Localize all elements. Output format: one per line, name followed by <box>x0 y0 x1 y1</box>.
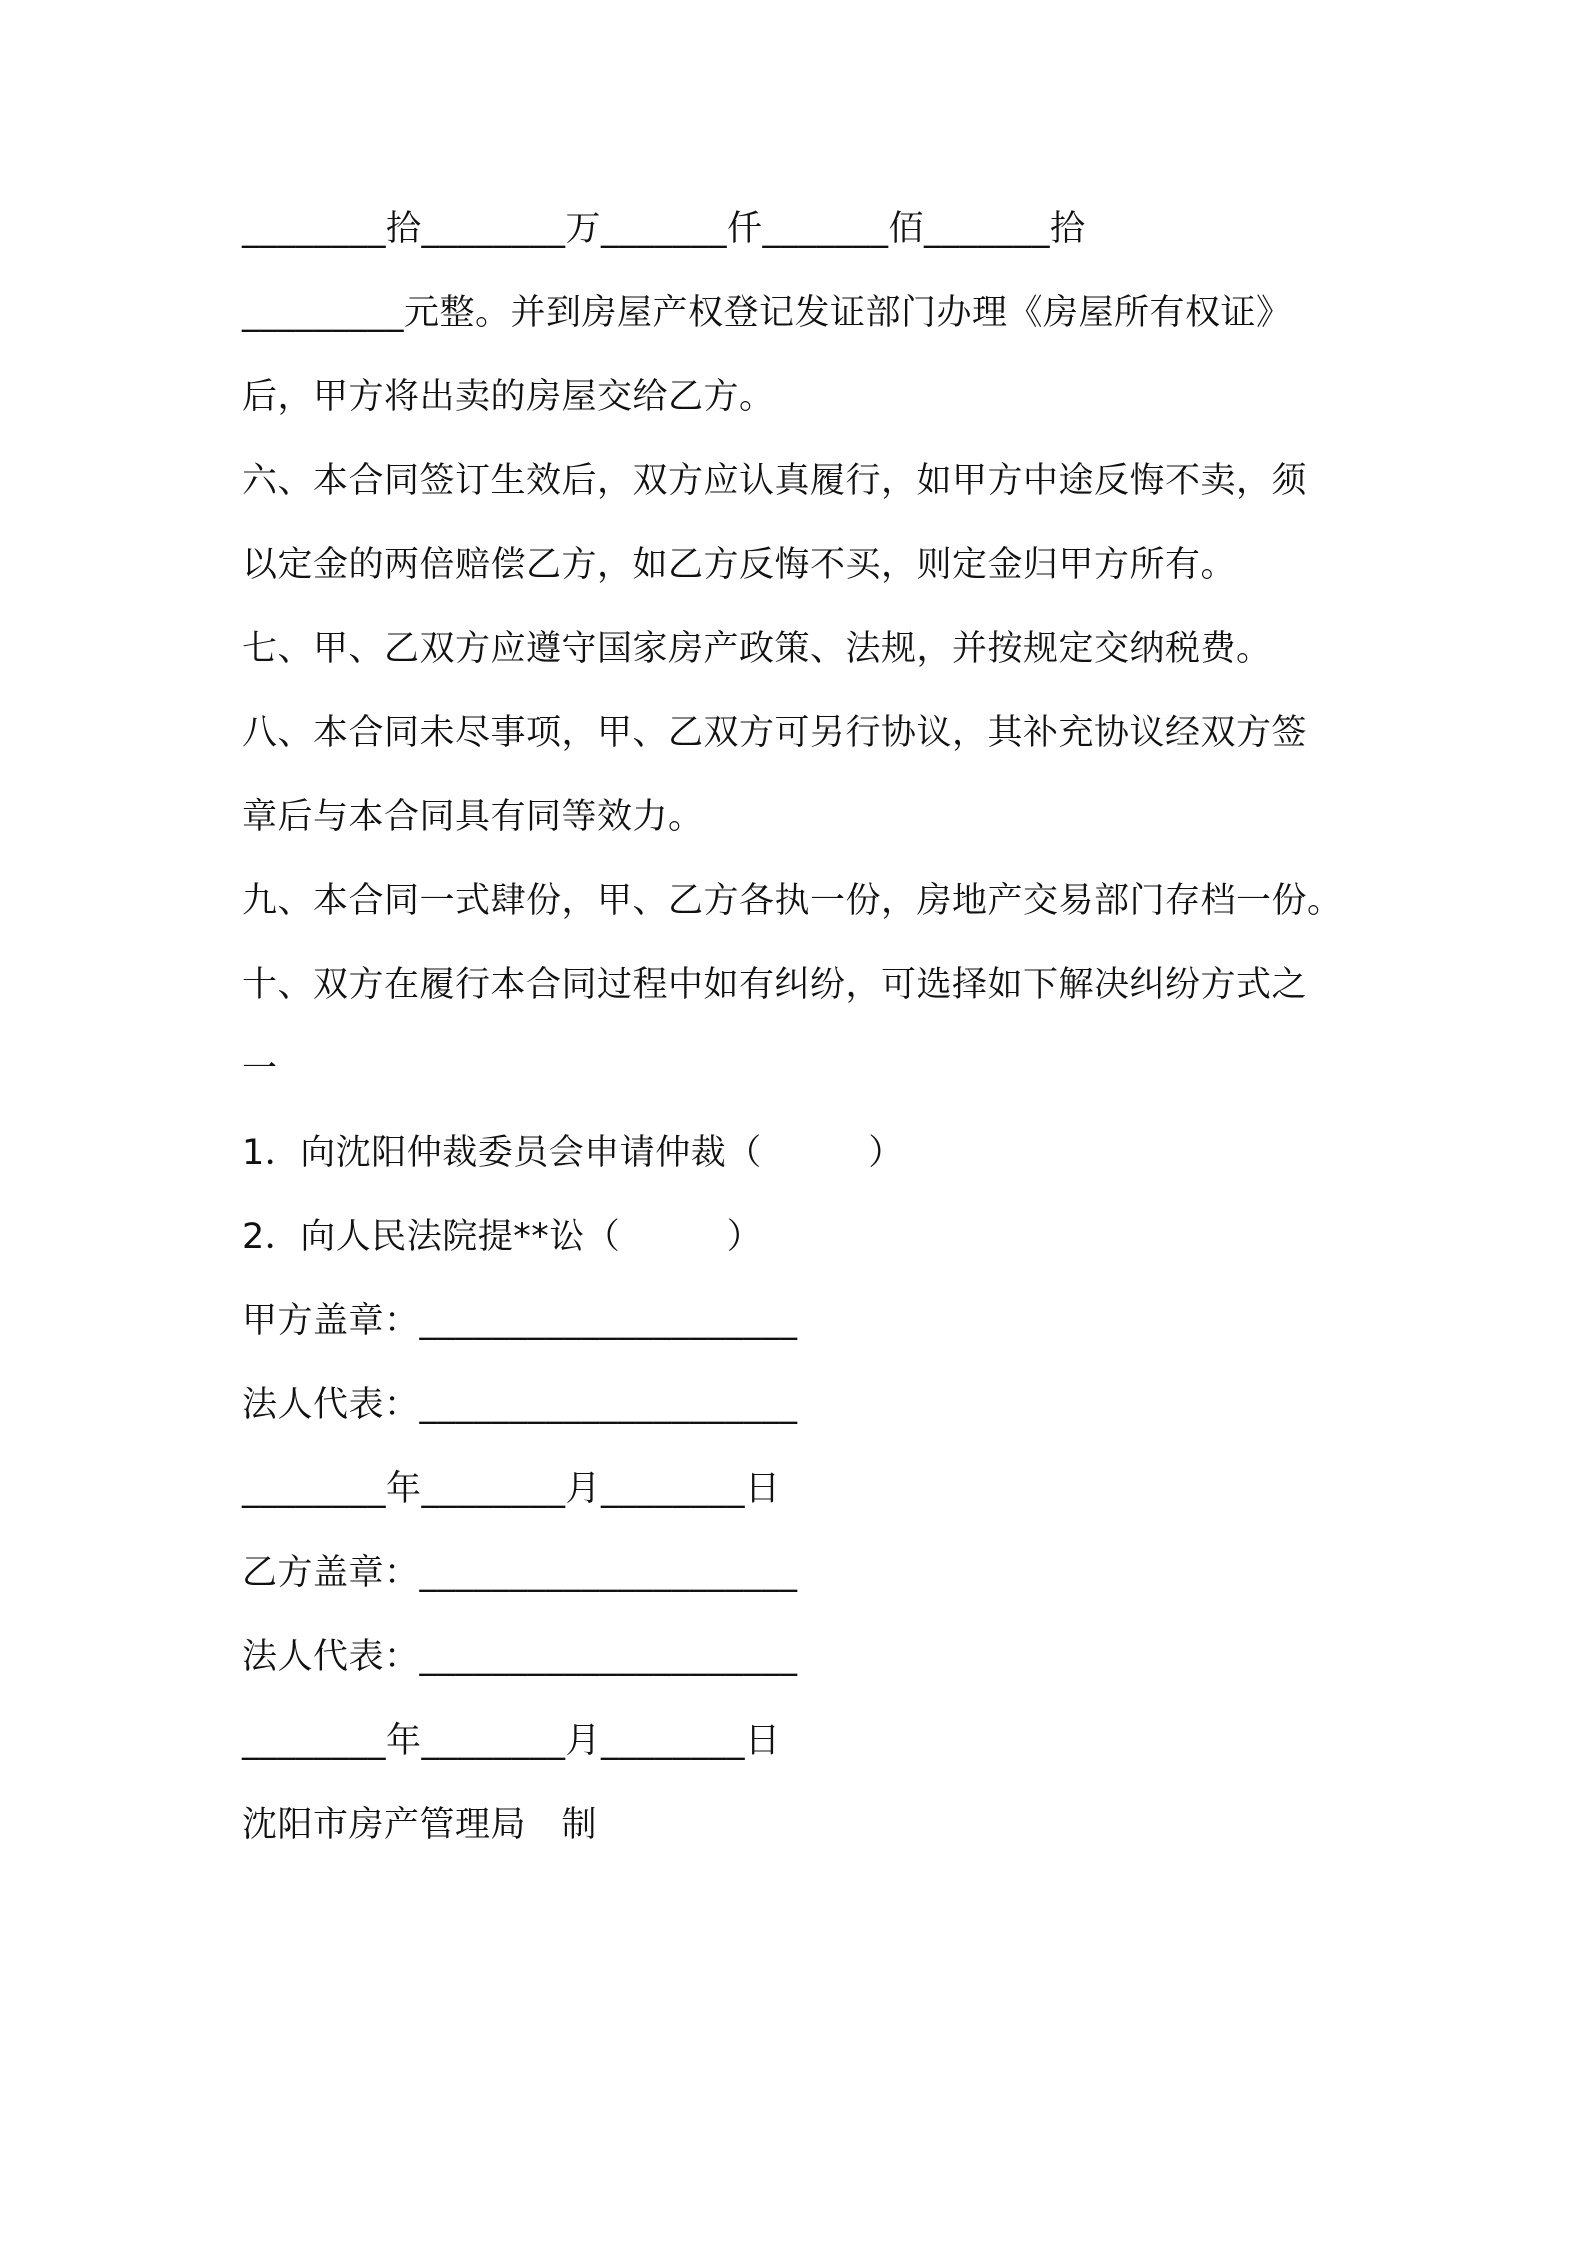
option-arbitration: 1．向沈阳仲裁委员会申请仲裁（ ） <box>242 1133 904 1173</box>
party-a-seal-field: 甲方盖章：_____________________ <box>242 1301 798 1341</box>
party-a-representative-field: 法人代表：_____________________ <box>242 1385 798 1425</box>
clause-5-continued: _________元整。并到房屋产权登记发证部门办理《房屋所有权证》 <box>242 293 1292 333</box>
clause-10-line-1: 十、双方在履行本合同过程中如有纠纷，可选择如下解决纠纷方式之 <box>242 965 1308 1005</box>
clause-7: 七、甲、乙双方应遵守国家房产政策、法规，并按规定交纳税费。 <box>242 629 1272 669</box>
clause-5-end: 后，甲方将出卖的房屋交给乙方。 <box>242 377 775 417</box>
party-b-seal-field: 乙方盖章：_____________________ <box>242 1553 798 1593</box>
clause-6-line-2: 以定金的两倍赔偿乙方，如乙方反悔不买，则定金归甲方所有。 <box>242 545 1237 585</box>
clause-9: 九、本合同一式肆份，甲、乙方各执一份，房地产交易部门存档一份。 <box>242 881 1343 921</box>
clause-6-line-1: 六、本合同签订生效后，双方应认真履行，如甲方中途反悔不卖，须 <box>242 461 1308 501</box>
amount-line: ________拾________万_______仟_______佰_______拾 <box>242 209 1086 249</box>
clause-8-line-2: 章后与本合同具有同等效力。 <box>242 797 704 837</box>
party-b-date-field: ________年________月________日 <box>242 1721 781 1761</box>
clause-10-line-2: 一 <box>242 1049 278 1089</box>
party-b-representative-field: 法人代表：_____________________ <box>242 1637 798 1677</box>
clause-8-line-1: 八、本合同未尽事项，甲、乙双方可另行协议，其补充协议经双方签 <box>242 713 1308 753</box>
issuer-footer: 沈阳市房产管理局 制 <box>242 1805 598 1845</box>
party-a-date-field: ________年________月________日 <box>242 1469 781 1509</box>
option-litigation: 2．向人民法院提**讼（ ） <box>242 1217 763 1257</box>
